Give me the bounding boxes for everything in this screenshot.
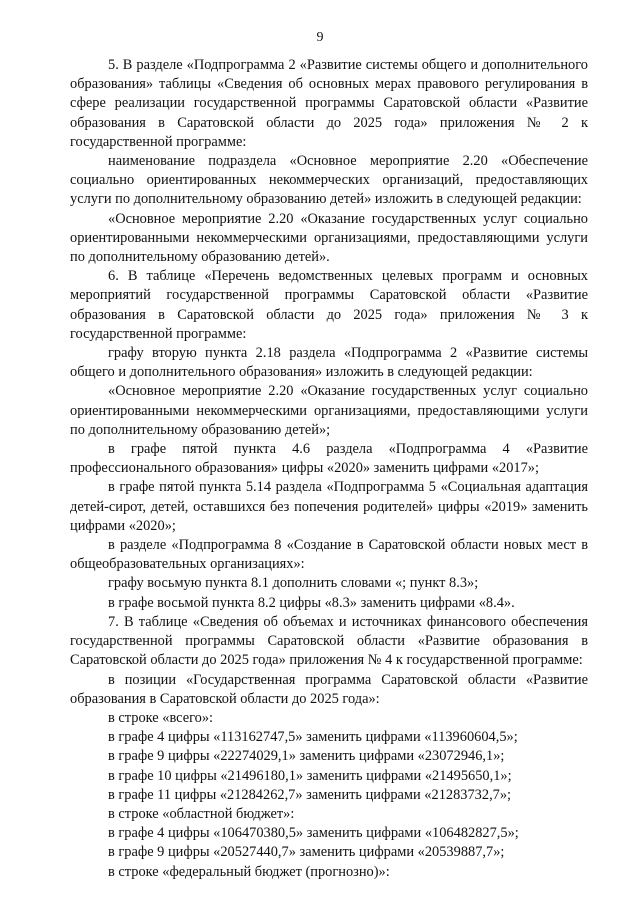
paragraph-column-2-item-2-18: графу вторую пункта 2.18 раздела «Подпрограмма 2 «Развитие системы общего и дополнительного образования» изложить в следующей редакции:: [70, 345, 588, 381]
paragraph-section-5: 5. В разделе «Подпрограмма 2 «Развитие системы общего и дополнительного образования» таблицы «Сведения об основных мерах правового регулирования в сфере реализации государственной программы Саратовской области «Развитие образования в Саратовской области до 2025 года» приложения № 2 к государственной программе:: [70, 57, 588, 150]
paragraph-position-program: в позиции «Государственная программа Саратовской области «Развитие образования в Саратовской области до 2025 года»:: [70, 671, 588, 707]
paragraph-row-federal-budget: в строке «федеральный бюджет (прогнозно)»:: [108, 863, 390, 880]
paragraph-item-5-14: в графе пятой пункта 5.14 раздела «Подпрограмма 5 «Социальная адаптация детей-сирот, детей, оставшихся без попечения родителей» цифры «2019» заменить цифрами «2020»;: [70, 479, 588, 534]
paragraph-new-edition-2-20-b: «Основное мероприятие 2.20 «Оказание государственных услуг социально ориентированными некоммерческими организациями, предоставляющими услуги по дополнительному образованию детей»;: [70, 383, 588, 438]
paragraph-row-regional-budget: в строке «областной бюджет»:: [108, 805, 295, 822]
paragraph-subprogram-8: в разделе «Подпрограмма 8 «Создание в Саратовской области новых мест в общеобразовательных организациях»:: [70, 537, 588, 573]
paragraph-section-6: 6. В таблице «Перечень ведомственных целевых программ и основных мероприятий государственной программы Саратовской области «Развитие образования в Саратовской области до 2025 года» приложения № 3 к государственной программе:: [70, 268, 588, 342]
paragraph-new-edition-2-20: «Основное мероприятие 2.20 «Оказание государственных услуг социально ориентированными некоммерческими организациями, предоставляющими услуги по дополнительному образованию детей».: [70, 210, 588, 266]
paragraph-total-col-9: в графе 9 цифры «22274029,1» заменить цифрами «23072946,1»;: [108, 748, 505, 765]
paragraph-total-col-11: в графе 11 цифры «21284262,7» заменить цифрами «21283732,7»;: [108, 786, 512, 803]
page-number: 9: [316, 30, 324, 45]
paragraph-total-col-10: в графе 10 цифры «21496180,1» заменить цифрами «21495650,1»;: [108, 767, 512, 784]
paragraph-item-4-6: в графе пятой пункта 4.6 раздела «Подпрограмма 4 «Развитие профессионального образования» цифры «2020» заменить цифрами «2017»;: [70, 441, 588, 477]
paragraph-total-col-4: в графе 4 цифры «113162747,5» заменить цифрами «113960604,5»;: [108, 729, 518, 746]
paragraph-section-7: 7. В таблице «Сведения об объемах и источниках финансового обеспечения государственной программы Саратовской области «Развитие образования в Саратовской области до 2025 года» приложения № 4 к государственной программе:: [70, 613, 588, 669]
paragraph-item-8-2: в графе восьмой пункта 8.2 цифры «8.3» заменить цифрами «8.4».: [108, 594, 515, 611]
paragraph-regional-col-4: в графе 4 цифры «106470380,5» заменить цифрами «106482827,5»;: [108, 825, 519, 842]
paragraph-item-8-1: графу восьмую пункта 8.1 дополнить словами «; пункт 8.3»;: [108, 575, 479, 592]
paragraph-subsection-name: наименование подраздела «Основное мероприятие 2.20 «Обеспечение социально ориентированных некоммерческих организаций, предоставляющих услуги по дополнительному образованию детей» изложить в следующей редакции:: [70, 153, 588, 208]
paragraph-row-total: в строке «всего»:: [108, 709, 214, 726]
paragraph-regional-col-9: в графе 9 цифры «20527440,7» заменить цифрами «20539887,7»;: [108, 844, 505, 861]
